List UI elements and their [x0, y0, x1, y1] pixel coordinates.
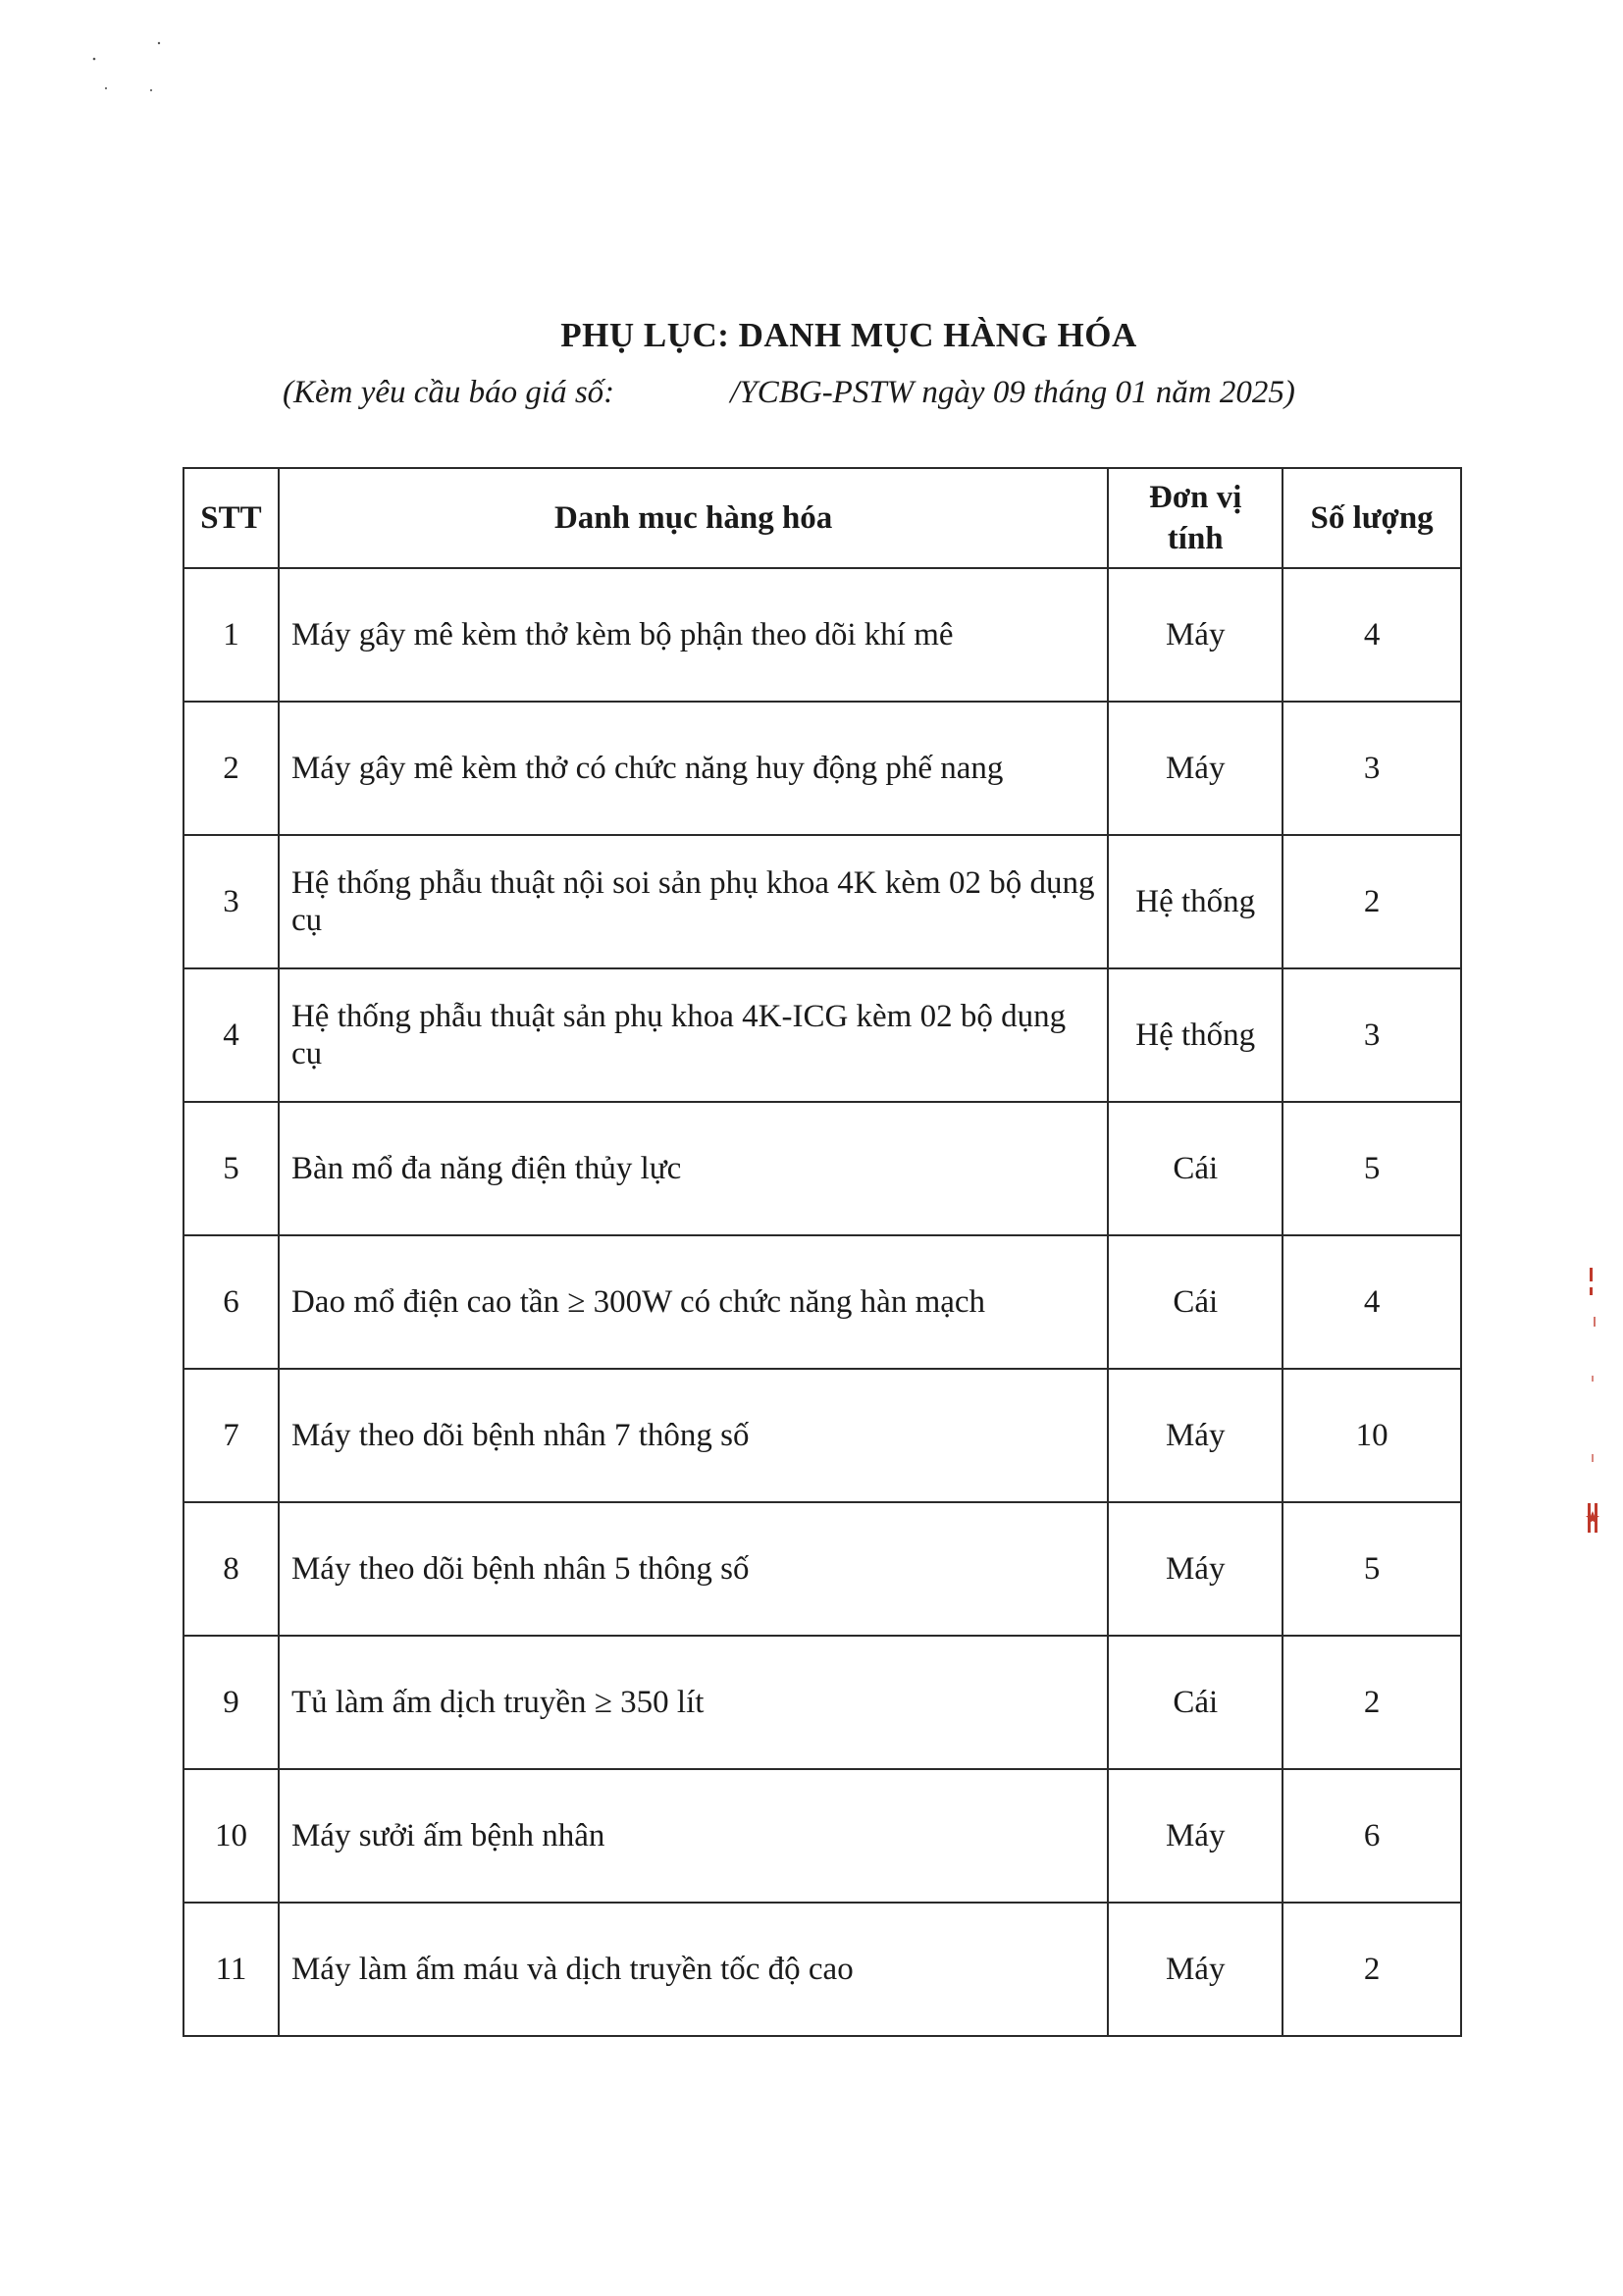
cell-name: Máy gây mê kèm thở có chức năng huy động phế nang [279, 702, 1108, 835]
cell-stt: 9 [183, 1636, 279, 1769]
cell-name: Hệ thống phẫu thuật nội soi sản phụ khoa 4K kèm 02 bộ dụng cụ [279, 835, 1108, 968]
header-name: Danh mục hàng hóa [279, 468, 1108, 568]
table-row [183, 968, 1461, 1102]
cell-name: Bàn mổ đa năng điện thủy lực [279, 1102, 1108, 1235]
cell-name: Máy theo dõi bệnh nhân 7 thông số [279, 1369, 1108, 1502]
cell-unit: Máy [1108, 1369, 1283, 1502]
cell-qty: 3 [1283, 702, 1461, 835]
cell-stt: 11 [183, 1903, 279, 2036]
cell-qty: 5 [1283, 1502, 1461, 1636]
page-title: PHỤ LỤC: DANH MỤC HÀNG HÓA [560, 316, 1137, 354]
table-row [183, 1502, 1461, 1636]
cell-stt: 10 [183, 1769, 279, 1903]
header-unit-text: Đơn vị tính [1149, 480, 1242, 556]
subtitle-right: /YCBG-PSTW ngày 09 tháng 01 năm 2025) [730, 375, 1295, 410]
cell-unit: Cái [1108, 1102, 1283, 1235]
table-row [183, 1235, 1461, 1369]
cell-qty: 6 [1283, 1769, 1461, 1903]
table-row [183, 1369, 1461, 1502]
table-row [183, 1769, 1461, 1903]
cell-qty: 4 [1283, 568, 1461, 702]
cell-stt: 3 [183, 835, 279, 968]
cell-qty: 5 [1283, 1102, 1461, 1235]
cell-unit: Máy [1108, 702, 1283, 835]
cell-qty: 10 [1283, 1369, 1461, 1502]
table-row [183, 702, 1461, 835]
header-stt: STT [183, 468, 279, 568]
cell-stt: 2 [183, 702, 279, 835]
cell-unit: Máy [1108, 1502, 1283, 1636]
table-row [183, 1102, 1461, 1235]
cell-name: Máy sưởi ấm bệnh nhân [279, 1769, 1108, 1903]
cell-stt: 1 [183, 568, 279, 702]
cell-qty: 3 [1283, 968, 1461, 1102]
table-body [183, 568, 1461, 2036]
cell-unit: Máy [1108, 568, 1283, 702]
cell-name: Hệ thống phẫu thuật sản phụ khoa 4K-ICG kèm 02 bộ dụng cụ [279, 968, 1108, 1102]
cell-name: Máy gây mê kèm thở kèm bộ phận theo dõi khí mê [279, 568, 1108, 702]
cell-stt: 4 [183, 968, 279, 1102]
table-row [183, 1636, 1461, 1769]
cell-unit: Cái [1108, 1235, 1283, 1369]
cell-unit: Hệ thống [1108, 968, 1283, 1102]
page-subtitle [283, 375, 1295, 411]
cell-stt: 7 [183, 1369, 279, 1502]
cell-unit: Máy [1108, 1903, 1283, 2036]
scan-specks [90, 39, 169, 98]
subtitle-left: (Kèm yêu cầu báo giá số: [283, 375, 615, 410]
cell-qty: 2 [1283, 1903, 1461, 2036]
cell-qty: 2 [1283, 1636, 1461, 1769]
cell-name: Dao mổ điện cao tần ≥ 300W có chức năng hàn mạch [279, 1235, 1108, 1369]
table-row [183, 835, 1461, 968]
stamp-edge-mark [1582, 1258, 1603, 1552]
cell-qty: 4 [1283, 1235, 1461, 1369]
goods-table [183, 467, 1462, 2037]
cell-name: Tủ làm ấm dịch truyền ≥ 350 lít [279, 1636, 1108, 1769]
cell-unit: Máy [1108, 1769, 1283, 1903]
cell-name: Máy làm ấm máu và dịch truyền tốc độ cao [279, 1903, 1108, 2036]
header-unit [1108, 468, 1283, 568]
header-qty-text: Số lượng [1310, 500, 1434, 536]
cell-unit: Cái [1108, 1636, 1283, 1769]
table-row [183, 568, 1461, 702]
cell-unit: Hệ thống [1108, 835, 1283, 968]
cell-stt: 5 [183, 1102, 279, 1235]
cell-stt: 8 [183, 1502, 279, 1636]
cell-stt: 6 [183, 1235, 279, 1369]
header-qty [1283, 468, 1461, 568]
cell-qty: 2 [1283, 835, 1461, 968]
table-header-row [183, 468, 1461, 568]
cell-name: Máy theo dõi bệnh nhân 5 thông số [279, 1502, 1108, 1636]
table-row [183, 1903, 1461, 2036]
